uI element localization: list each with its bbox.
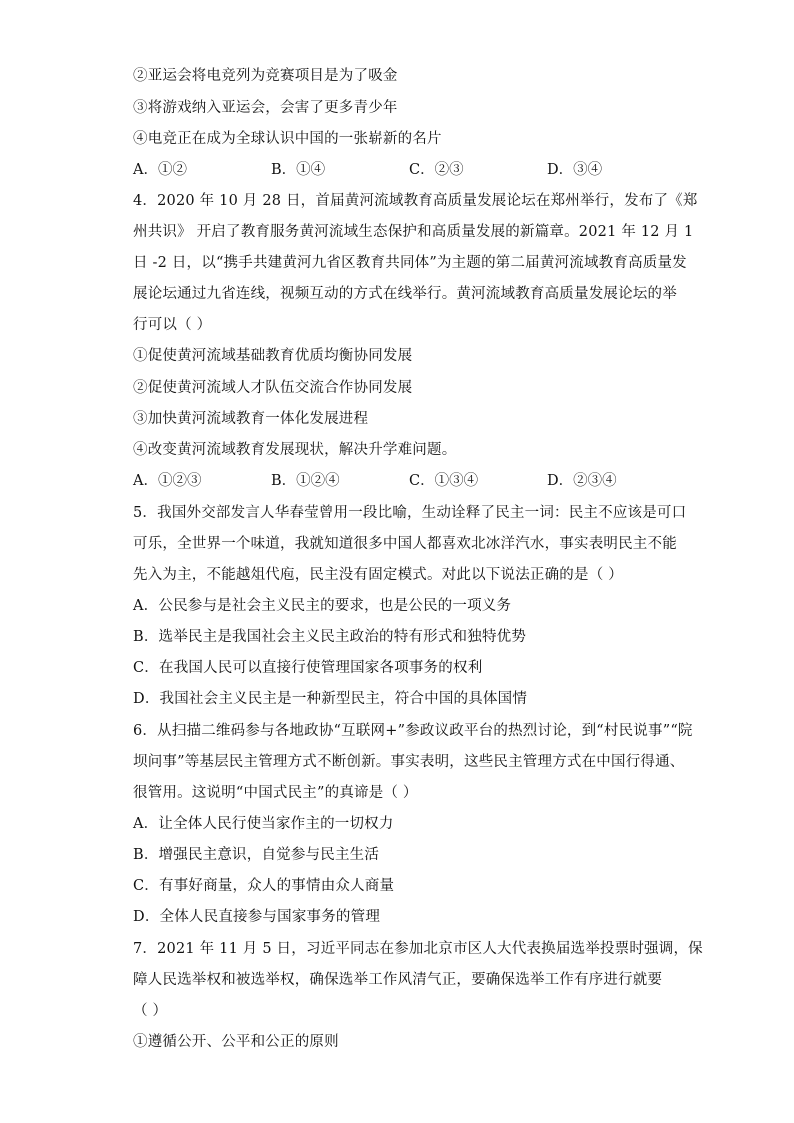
q4-item-2: ②促使黄河流域人才队伍交流合作协同发展 xyxy=(133,380,413,396)
q4-options xyxy=(133,471,673,491)
q5-option-a: A．公民参与是社会主义民主的要求，也是公民的一项义务 xyxy=(133,598,512,614)
q4-stem-line-3: 日 -2 日，以“携手共建黄河九省区教育共同体”为主题的第二届黄河流域教育高质量发 xyxy=(133,255,687,271)
q3-option-b: B．①④ xyxy=(271,162,326,178)
q4-option-b: B．①②④ xyxy=(271,473,340,489)
q3-item-2: ②亚运会将电竞列为竞赛项目是为了吸金 xyxy=(133,68,398,84)
q4-option-a: A．①②③ xyxy=(133,473,202,489)
q6-option-b: B．增强民主意识，自觉参与民主生活 xyxy=(133,847,380,863)
q5-option-b: B．选举民主是我国社会主义民主政治的特有形式和独特优势 xyxy=(133,629,527,645)
q7-stem-line-2: 障人民选举权和被选举权，确保选举工作风清气正，要确保选举工作有序进行就要 xyxy=(133,972,663,988)
q6-option-c: C．有事好商量，众人的事情由众人商量 xyxy=(133,878,395,894)
q3-option-a: A．①② xyxy=(133,162,187,178)
q3-item-4: ④电竞正在成为全球认识中国的一张崭新的名片 xyxy=(133,131,442,147)
q7-stem-line-1: 7．2021 年 11 月 5 日，习近平同志在参加北京市区人大代表换届选举投票时强调，保 xyxy=(133,941,703,957)
q3-option-d: D．③④ xyxy=(547,162,603,178)
q7-stem-line-3: （ ） xyxy=(133,1003,168,1019)
q5-stem-line-2: 可乐，全世界一个味道，我就知道很多中国人都喜欢北冰洋汽水，事实表明民主不能 xyxy=(133,536,677,552)
q5-option-c: C．在我国人民可以直接行使管理国家各项事务的权利 xyxy=(133,660,483,676)
q6-stem-line-3: 很管用。这说明“中国式民主”的真谛是（ ） xyxy=(133,785,418,801)
q3-options xyxy=(133,160,673,180)
q4-stem-line-1: 4．2020 年 10 月 28 日，首届黄河流域教育高质量发展论坛在郑州举行，发布了《郑 xyxy=(133,193,698,209)
q3-option-c: C．②③ xyxy=(409,162,464,178)
q6-option-d: D．全体人民直接参与国家事务的管理 xyxy=(133,909,381,925)
q4-stem-line-4: 展论坛通过九省连线，视频互动的方式在线举行。黄河流域教育高质量发展论坛的举 xyxy=(133,286,677,302)
q6-stem-line-1: 6．从扫描二维码参与各地政协“互联网+”参政议政平台的热烈讨论，到“村民说事”“院 xyxy=(133,723,693,739)
q4-option-c: C．①③④ xyxy=(409,473,479,489)
q4-item-1: ①促使黄河流域基础教育优质均衡协同发展 xyxy=(133,348,413,364)
q5-stem-line-3: 先入为主，不能越俎代庖，民主没有固定模式。对此以下说法正确的是（ ） xyxy=(133,567,623,583)
q5-stem-line-1: 5．我国外交部发言人华春莹曾用一段比喻，生动诠释了民主一词：民主不应该是可口 xyxy=(133,505,687,521)
q4-stem-line-2: 州共识》 开启了教育服务黄河流域生态保护和高质量发展的新篇章。2021 年 12 月 1 xyxy=(133,224,694,240)
q7-item-1: ①遵循公开、公平和公正的原则 xyxy=(133,1034,339,1050)
q4-option-d: D．②③④ xyxy=(547,473,617,489)
q5-option-d: D．我国社会主义民主是一种新型民主，符合中国的具体国情 xyxy=(133,691,528,707)
q4-stem-line-5: 行可以（ ） xyxy=(133,317,212,333)
q6-option-a: A．让全体人民行使当家作主的一切权力 xyxy=(133,816,394,832)
q4-item-3: ③加快黄河流域教育一体化发展进程 xyxy=(133,411,369,427)
q6-stem-line-2: 坝问事”等基层民主管理方式不断创新。事实表明，这些民主管理方式在中国行得通、 xyxy=(133,754,685,770)
q4-item-4: ④改变黄河流域教育发展现状，解决升学难问题。 xyxy=(133,442,457,458)
q3-item-3: ③将游戏纳入亚运会，会害了更多青少年 xyxy=(133,100,398,116)
